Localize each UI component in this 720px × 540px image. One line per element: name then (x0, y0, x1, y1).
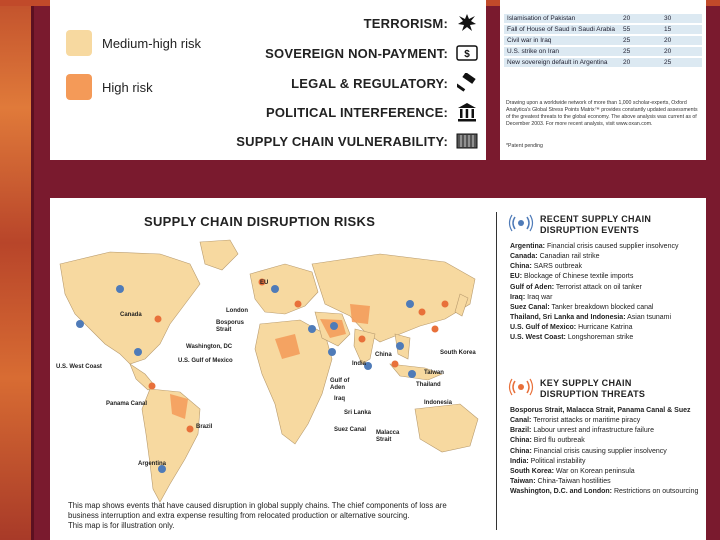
table-cell-value: 55 (620, 24, 661, 35)
map-label-indonesia: Indonesia (424, 400, 453, 406)
list-item-text: Blockage of Chinese textile imports (524, 273, 634, 281)
risk-row-sovereign (265, 43, 478, 63)
patent-note: *Patent pending (506, 143, 543, 149)
list-item-text: Terrorist attacks or maritime piracy (533, 417, 641, 425)
map-europe (250, 264, 318, 314)
event-marker-gulf-of-mexico (134, 348, 142, 356)
risk-row-terrorism (364, 13, 478, 33)
list-item-place: China: (510, 437, 532, 445)
list-item (510, 323, 700, 333)
risk-label: SOVEREIGN NON-PAYMENT: (265, 45, 448, 61)
list-item-place: Taiwan: (510, 477, 536, 485)
list-item-text: Longshoreman strike (567, 334, 634, 342)
list-item-text: Labour unrest and infrastructure failure (533, 427, 654, 435)
map-label-iraq: Iraq (334, 396, 346, 402)
table-cell-event: Islamisation of Pakistan (504, 14, 620, 24)
list-item-place: Washington, D.C. and London: (510, 488, 612, 496)
list-item-place: Bosporus Strait, Malacca Strait, Panama Canal & Suez Canal: (510, 407, 691, 425)
table-cell-value: 20 (661, 46, 702, 57)
map-australia (415, 404, 478, 452)
list-item-place: India: (510, 457, 529, 465)
map-label-malacca: Malacca Strait (376, 430, 400, 444)
table-cell-event: U.S. strike on Iran (504, 46, 620, 57)
table-cell-value: 20 (620, 57, 661, 68)
list-item-place: South Korea: (510, 467, 554, 475)
recent-events-list (510, 242, 700, 343)
list-item (510, 262, 700, 272)
threat-marker-south-korea (442, 301, 449, 308)
list-item-text: Financial crisis causing supplier insolvency (533, 447, 667, 455)
map-label-bosporus: Bosporus Strait (216, 320, 245, 334)
risk-label: TERRORISM: (363, 15, 448, 31)
event-marker-iraq (330, 322, 338, 330)
map-label-argentina: Argentina (138, 461, 167, 467)
table-cell-value: 25 (620, 46, 661, 57)
list-item-text: China-Taiwan hostilities (537, 477, 611, 485)
event-marker-suez (308, 325, 316, 333)
container-icon (456, 131, 478, 151)
recent-events-title: RECENT SUPPLY CHAIN DISRUPTION EVENTS (540, 214, 652, 236)
table-cell-event: Civil war in Iraq (504, 35, 620, 46)
explosion-icon (456, 13, 478, 33)
event-marker-china (406, 300, 414, 308)
list-item (510, 477, 700, 487)
list-item-place: China: (510, 447, 532, 455)
table-cell-value: 30 (661, 14, 702, 24)
risk-row-legal (291, 73, 478, 93)
list-item-text: Canadian rail strike (539, 253, 600, 261)
threat-marker-taiwan (432, 326, 439, 333)
risk-row-supply-chain (236, 131, 478, 151)
threat-table (504, 14, 702, 69)
key-threats-list (510, 406, 700, 497)
list-item (510, 242, 700, 252)
legend-label-high: High risk (102, 79, 153, 95)
list-item-text: War on Korean peninsula (555, 467, 635, 475)
map-label-south-korea: South Korea (440, 350, 476, 356)
map-label-gulf-aden: Gulf of Aden (330, 378, 350, 392)
event-marker-canada (116, 285, 124, 293)
risk-label: SUPPLY CHAIN VULNERABILITY: (236, 133, 448, 149)
legend-label-medium-high: Medium-high risk (102, 35, 201, 51)
map-india (354, 329, 375, 364)
list-item (510, 283, 700, 293)
list-item-place: China: (510, 263, 532, 271)
list-item (510, 293, 700, 303)
map-label-thailand: Thailand (416, 382, 441, 388)
threat-marker-washington (155, 316, 162, 323)
list-item (510, 333, 700, 343)
map-label-india: India (352, 361, 367, 367)
list-item (510, 252, 700, 262)
list-item-place: Thailand, Sri Lanka and Indonesia: (510, 313, 626, 321)
map-label-london: London (226, 308, 248, 314)
list-item-place: U.S. Gulf of Mexico: (510, 324, 577, 332)
list-item-place: Suez Canal: (510, 303, 550, 311)
map-north-america (60, 252, 200, 364)
risk-label: LEGAL & REGULATORY: (291, 75, 448, 91)
threat-table-card (500, 0, 706, 160)
list-item (510, 406, 700, 426)
threat-marker-india (359, 336, 366, 343)
legend-swatch-medium-high (66, 30, 92, 56)
event-marker-eu (271, 285, 279, 293)
list-item (510, 487, 700, 497)
table-cell-value: 20 (620, 14, 661, 24)
key-threats-title: KEY SUPPLY CHAIN DISRUPTION THREATS (540, 378, 646, 400)
world-map (50, 234, 490, 524)
legend-medium-high (66, 30, 201, 56)
table-row (504, 57, 702, 68)
map-label-gulf-mexico: U.S. Gulf of Mexico (178, 358, 233, 364)
table-cell-value: 15 (661, 24, 702, 35)
map-title: SUPPLY CHAIN DISRUPTION RISKS (144, 214, 376, 229)
legend-high (66, 74, 153, 100)
event-marker-gulf-of-aden (328, 348, 336, 356)
list-item-text: Iraq war (527, 293, 553, 301)
list-item-place: Gulf of Aden: (510, 283, 555, 291)
map-label-panama: Panama Canal (106, 401, 148, 407)
dollar-icon (456, 43, 478, 63)
list-item-place: U.S. West Coast: (510, 334, 566, 342)
supply-chain-map-card (50, 198, 706, 540)
map-caption-text: This map shows events that have caused disruption in global supply chains. The chief components of loss are business interruption and extra expense resulting from relocated production or alternative sourcing. (68, 501, 447, 521)
list-item-text: Political instability (530, 457, 586, 465)
threat-marker-bosporus (295, 301, 302, 308)
legend-swatch-high (66, 74, 92, 100)
svg-text:$: $ (464, 49, 470, 60)
list-item-text: Hurricane Katrina (578, 324, 633, 332)
map-caption (68, 501, 468, 531)
map-label-sri-lanka: Sri Lanka (344, 410, 372, 416)
map-label-suez: Suez Canal (334, 427, 367, 433)
list-item-text: SARS outbreak (533, 263, 582, 271)
list-item (510, 436, 700, 446)
list-item (510, 457, 700, 467)
table-row (504, 46, 702, 57)
map-label-taiwan: Taiwan (424, 370, 444, 376)
map-label-washington: Washington, DC (186, 344, 233, 350)
list-item-text: Terrorist attack on oil tanker (555, 283, 642, 291)
event-marker-us-west-coast (76, 320, 84, 328)
table-row (504, 35, 702, 46)
list-item-text: Asian tsunami (627, 313, 672, 321)
table-cell-event: Fall of House of Saud in Saudi Arabia (504, 24, 620, 35)
table-row (504, 14, 702, 24)
map-high-risk-region (350, 304, 370, 324)
list-item (510, 426, 700, 436)
map-label-china: China (375, 352, 392, 358)
list-item-place: EU: (510, 273, 523, 281)
threat-marker-brazil (187, 426, 194, 433)
list-item-place: Argentina: (510, 243, 545, 250)
threat-marker-panama (149, 383, 156, 390)
threat-marker-malacca (392, 361, 399, 368)
decorative-side-strip (0, 0, 34, 540)
footnote: Drawing upon a worldwide network of more than 1,000 scholar-experts, Oxford Analytica's Global Stress Points Matrix™ provides constantly updated assessments of the greatest threats to the global economy. The above analysis was current as of December 2003. For more recent analysis, visit www.oxan.com. (506, 100, 698, 128)
table-cell-value: 25 (620, 35, 661, 46)
risk-legend-card (50, 0, 486, 160)
map-note: This map is for illustration only. (68, 521, 175, 531)
signal-blue-icon (508, 214, 534, 237)
threat-marker-china (419, 309, 426, 316)
list-item-text: Restrictions on outsourcing (613, 488, 699, 496)
event-marker-indonesia (408, 370, 416, 378)
list-item-place: Brazil: (510, 427, 532, 435)
list-item-text: Financial crisis caused supplier insolvency (546, 243, 679, 250)
signal-orange-icon (508, 378, 534, 401)
table-cell-value: 20 (661, 35, 702, 46)
list-item (510, 467, 700, 477)
risk-label: POLITICAL INTERFERENCE: (265, 104, 448, 120)
event-marker-thailand (396, 342, 404, 350)
list-item (510, 272, 700, 282)
table-cell-event: New sovereign default in Argentina (504, 57, 620, 68)
table-cell-value: 25 (661, 57, 702, 68)
list-item-text: Bird flu outbreak (533, 437, 585, 445)
list-item-place: Canada: (510, 253, 538, 261)
map-label-eu: EU (260, 280, 269, 286)
list-item-place: Iraq: (510, 293, 526, 301)
table-row (504, 24, 702, 35)
map-label-brazil: Brazil (196, 424, 213, 430)
map-south-america (142, 389, 200, 502)
government-building-icon (456, 102, 478, 122)
risk-row-political (266, 102, 478, 122)
map-greenland (200, 240, 238, 270)
list-item (510, 447, 700, 457)
list-item (510, 303, 700, 313)
map-label-canada: Canada (120, 312, 142, 318)
map-label-us-west: U.S. West Coast (56, 364, 102, 370)
list-item (510, 313, 700, 323)
gavel-icon (456, 73, 478, 93)
column-divider (496, 212, 497, 530)
list-item-text: Tanker breakdown blocked canal (551, 303, 654, 311)
